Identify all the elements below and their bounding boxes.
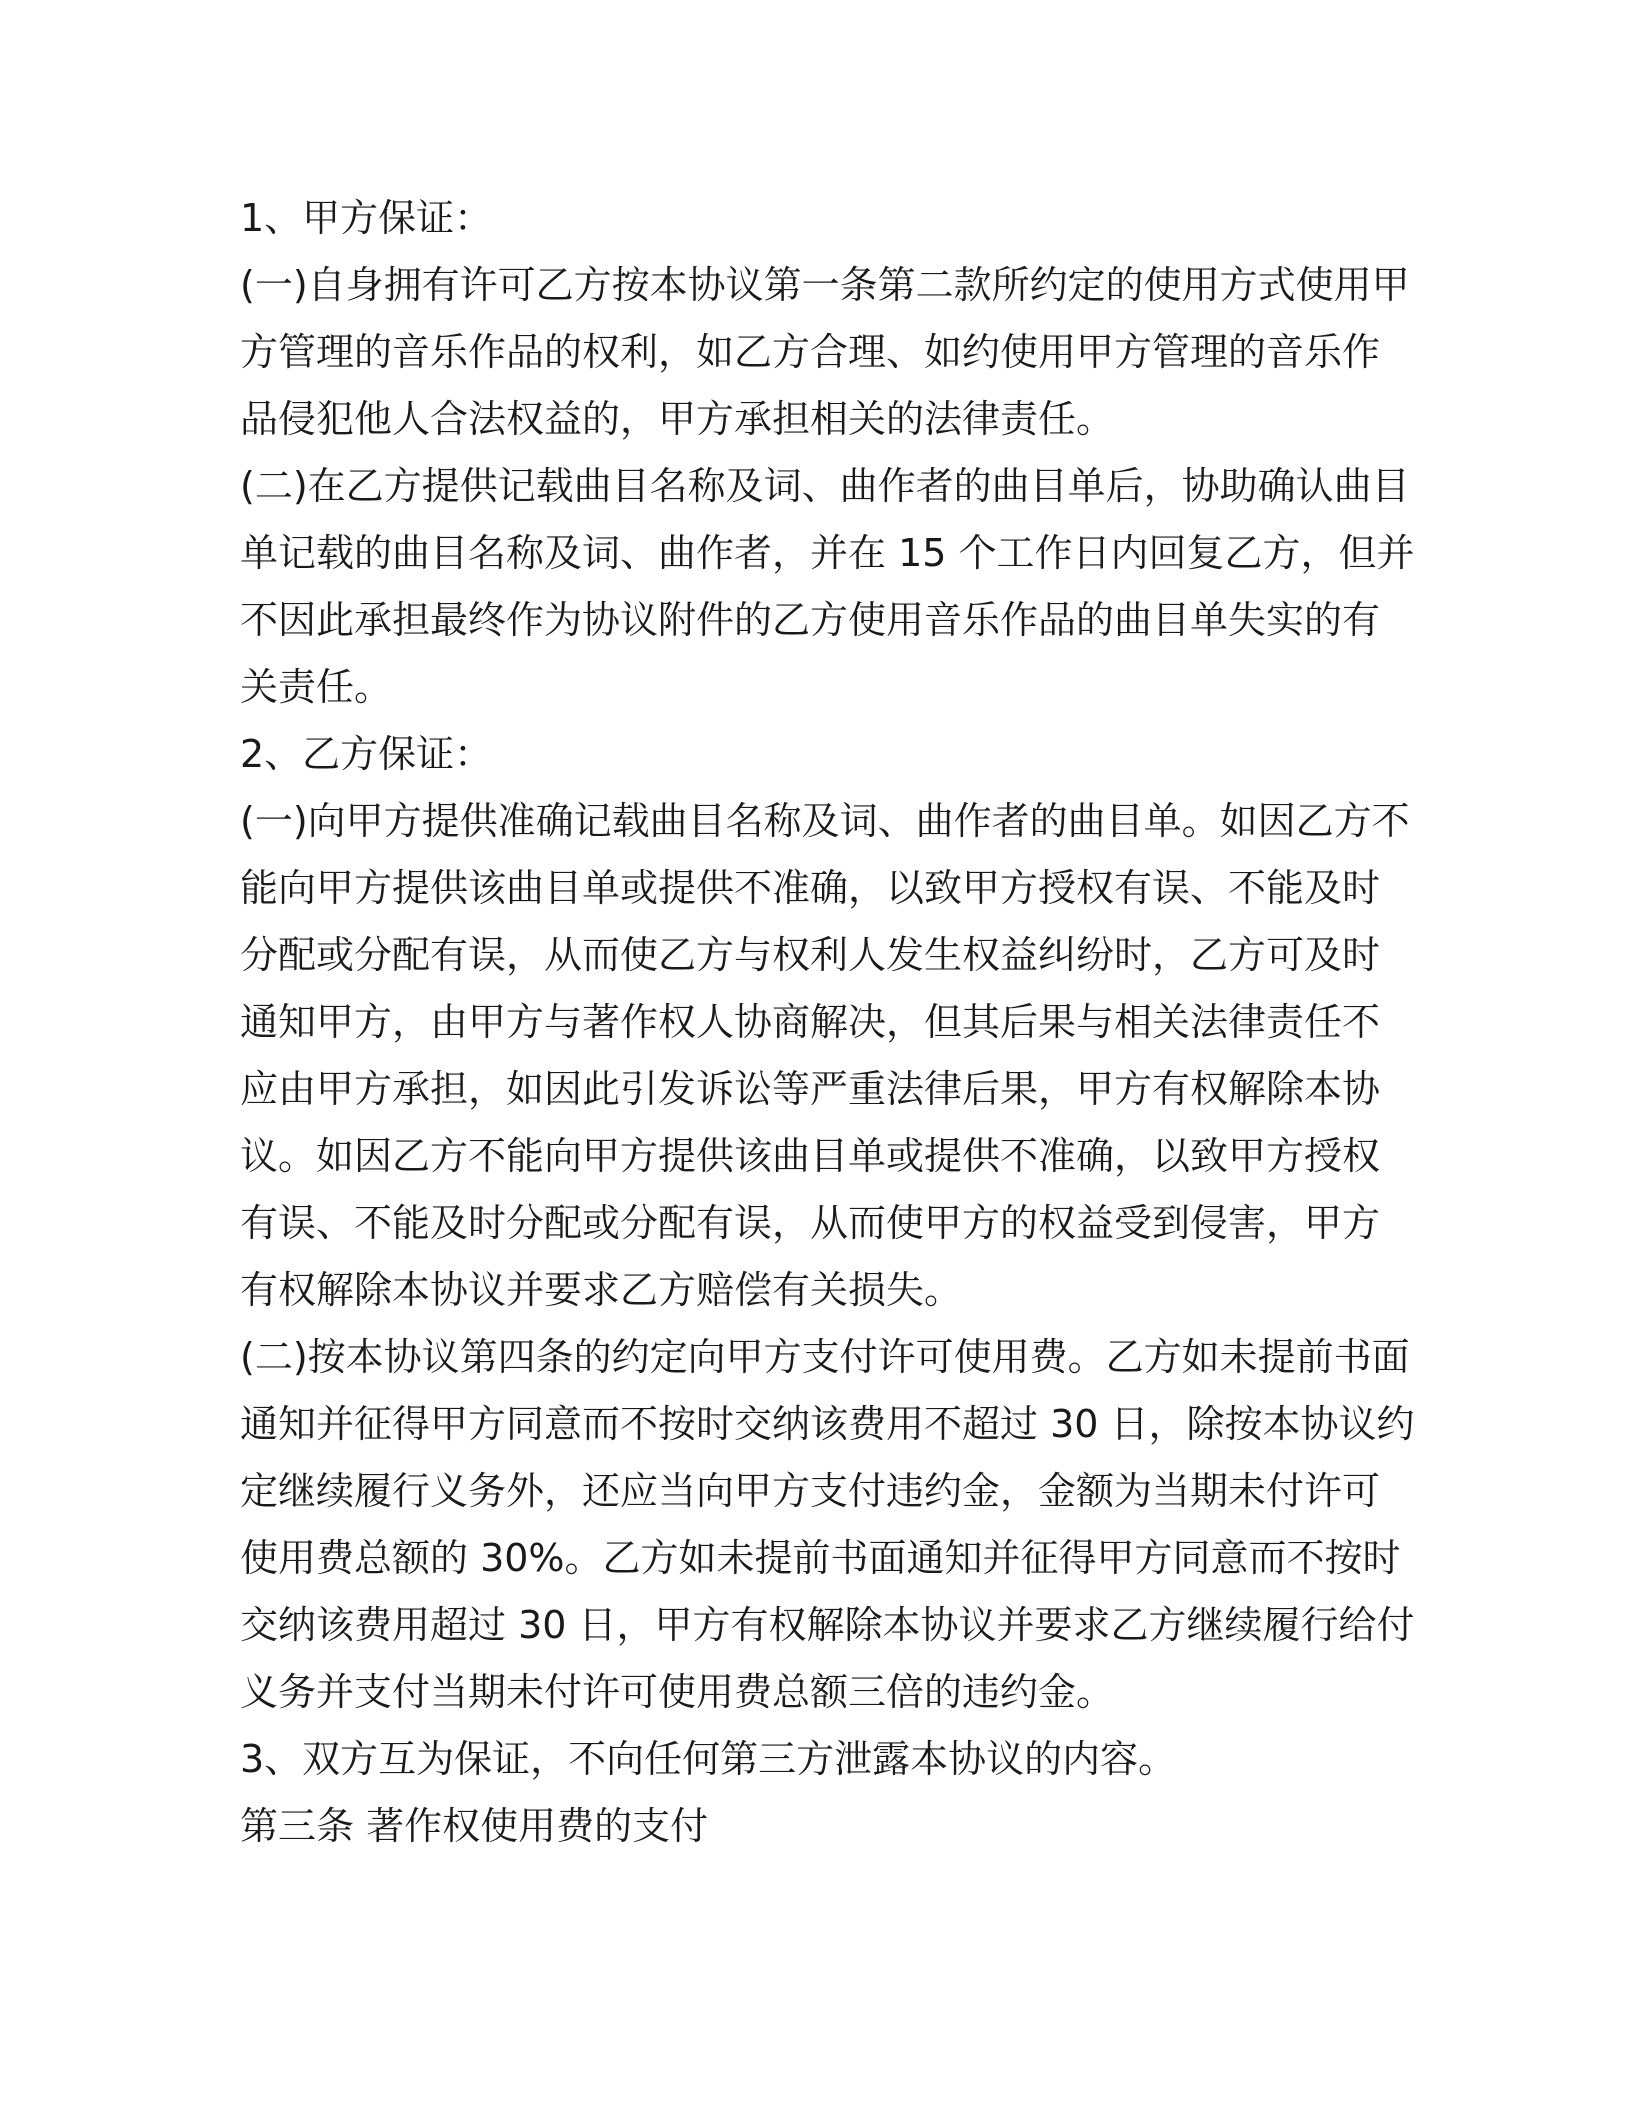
paragraph-line: 单记载的曲目名称及词、曲作者，并在 15 个工作日内回复乙方，但并 — [240, 531, 1415, 575]
paragraph-line: 品侵犯他人合法权益的，甲方承担相关的法律责任。 — [240, 397, 1115, 441]
paragraph-line: 定继续履行义务外，还应当向甲方支付违约金，金额为当期未付许可 — [240, 1469, 1381, 1513]
paragraph-line: 义务并支付当期未付许可使用费总额三倍的违约金。 — [240, 1670, 1115, 1714]
paragraph-line: (一)自身拥有许可乙方按本协议第一条第二款所约定的使用方式使用甲 — [240, 263, 1410, 307]
paragraph-line: 议。如因乙方不能向甲方提供该曲目单或提供不准确，以致甲方授权 — [240, 1134, 1381, 1178]
paragraph-line: 交纳该费用超过 30 日，甲方有权解除本协议并要求乙方继续履行给付 — [240, 1603, 1415, 1647]
article-heading: 第三条 著作权使用费的支付 — [240, 1804, 709, 1848]
paragraph-line: 使用费总额的 30%。乙方如未提前书面通知并征得甲方同意而不按时 — [240, 1536, 1401, 1580]
paragraph-line: 方管理的音乐作品的权利，如乙方合理、如约使用甲方管理的音乐作 — [240, 330, 1381, 374]
paragraph-line: 能向甲方提供该曲目单或提供不准确，以致甲方授权有误、不能及时 — [240, 866, 1381, 910]
paragraph-line: 通知甲方，由甲方与著作权人协商解决，但其后果与相关法律责任不 — [240, 1000, 1381, 1044]
paragraph-line: 应由甲方承担，如因此引发诉讼等严重法律后果，甲方有权解除本协 — [240, 1067, 1381, 1111]
section-heading-party-a: 1、甲方保证： — [240, 196, 493, 240]
paragraph-line: 通知并征得甲方同意而不按时交纳该费用不超过 30 日，除按本协议约 — [240, 1402, 1415, 1446]
section-heading-party-b: 2、乙方保证： — [240, 732, 493, 776]
paragraph-line: 3、双方互为保证，不向任何第三方泄露本协议的内容。 — [240, 1737, 1177, 1781]
paragraph-line: 关责任。 — [240, 665, 393, 709]
paragraph-line: 有权解除本协议并要求乙方赔偿有关损失。 — [240, 1268, 963, 1312]
paragraph-line: 有误、不能及时分配或分配有误，从而使甲方的权益受到侵害，甲方 — [240, 1201, 1381, 1245]
paragraph-line: (一)向甲方提供准确记载曲目名称及词、曲作者的曲目单。如因乙方不 — [240, 799, 1410, 843]
paragraph-line: (二)按本协议第四条的约定向甲方支付许可使用费。乙方如未提前书面 — [240, 1335, 1410, 1379]
paragraph-line: (二)在乙方提供记载曲目名称及词、曲作者的曲目单后，协助确认曲目 — [240, 464, 1410, 508]
paragraph-line: 不因此承担最终作为协议附件的乙方使用音乐作品的曲目单失实的有 — [240, 598, 1381, 642]
paragraph-line: 分配或分配有误，从而使乙方与权利人发生权益纠纷时，乙方可及时 — [240, 933, 1381, 977]
